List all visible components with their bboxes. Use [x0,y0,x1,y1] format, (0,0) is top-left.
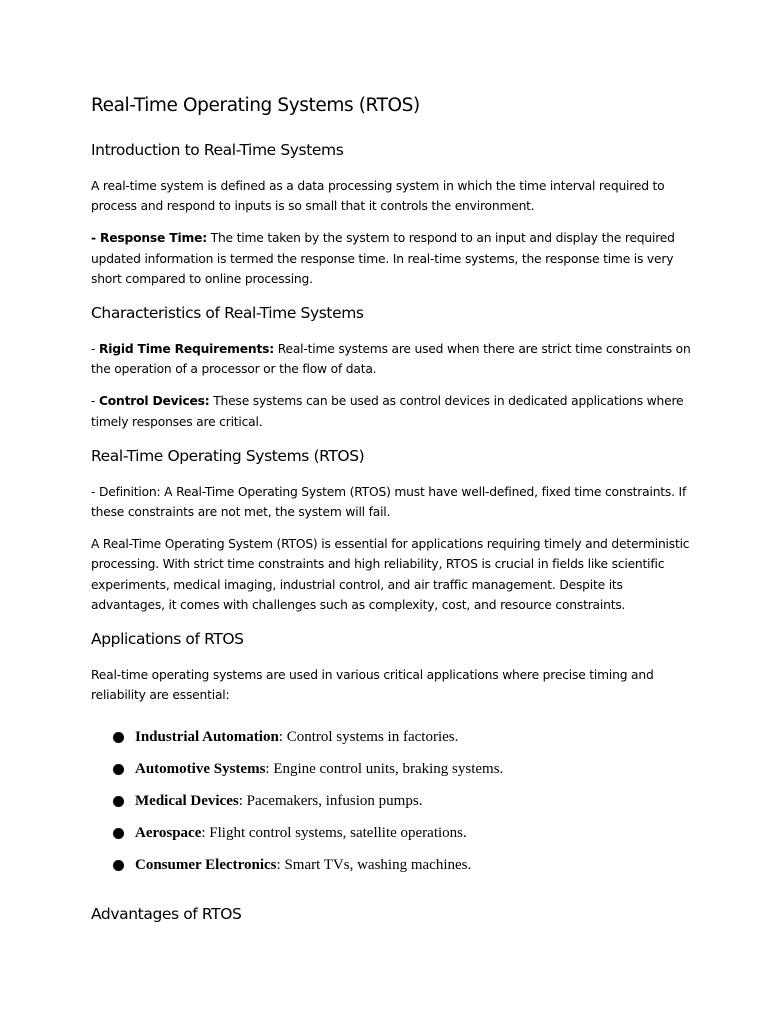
applications-list [91,727,691,875]
application-text: : Pacemakers, infusion pumps. [238,793,423,810]
section-heading-rtos: Real-Time Operating Systems (RTOS) [91,446,365,465]
list-item [91,791,691,811]
section-heading-intro: Introduction to Real-Time Systems [91,141,344,159]
applications-intro: Real-time operating systems are used in various critical applications where precise timing and reliability are essential: [91,668,654,703]
characteristic-rigid-time [91,339,691,379]
rtos-overview-paragraph: A Real-Time Operating System (RTOS) is essential for applications requiring timely and deterministic processing. With strict time constraints and high reliability, RTOS is crucial in fields like scientific experiments, medical imaging, industrial control, and air traffic management. Despite its advantages, it comes with challenges such as complexity, cost, and resource constraints. [91,537,690,612]
bullet-icon [113,860,124,871]
rtos-definition-paragraph: - Definition: A Real-Time Operating System (RTOS) must have well-defined, fixed time constraints. If these constraints are not met, the system will fail. [91,484,687,520]
characteristic-prefix: - [91,342,99,357]
bullet-icon [113,796,124,807]
characteristic-label: Control Devices: [98,394,210,409]
response-time-text: The time taken by the system to respond to an input and display the required updated information is termed the response time. In real-time systems, the response time is very short compared to online processing. [91,231,675,286]
characteristic-text: These systems can be used as control devices in dedicated applications where timely responses are critical. [91,394,684,429]
characteristic-label: Rigid Time Requirements: [98,342,274,357]
intro-paragraph: A real-time system is defined as a data processing system in which the time interval required to process and respond to inputs is so small that it controls the environment. [91,179,665,214]
characteristic-text: Real-time systems are used when there are strict time constraints on the operation of a processor or the flow of data. [91,342,691,377]
section-heading-advantages: Advantages of RTOS [91,905,242,924]
characteristic-control-devices [91,391,691,431]
application-label: Industrial Automation [135,729,279,746]
application-label: Medical Devices [135,793,239,810]
application-text: : Control systems in factories. [278,729,459,746]
characteristic-prefix: - [91,394,99,409]
list-item [91,727,691,747]
bullet-icon [113,764,124,775]
section-heading-characteristics: Characteristics of Real-Time Systems [91,304,364,323]
bullet-icon [113,732,124,743]
application-text: : Flight control systems, satellite operations. [201,825,467,842]
section-heading-applications: Applications of RTOS [91,630,244,649]
document-title: Real-Time Operating Systems (RTOS) [91,95,420,116]
application-label: Consumer Electronics [135,857,277,874]
list-item [91,759,691,779]
list-item [91,855,691,875]
application-label: Automotive Systems [135,761,266,778]
bullet-icon [113,828,124,839]
document-body [91,93,691,940]
application-text: : Smart TVs, washing machines. [276,857,472,874]
response-time-paragraph [91,228,691,289]
response-time-label: - Response Time: [91,231,207,246]
list-item [91,823,691,843]
application-label: Aerospace [135,825,202,842]
application-text: : Engine control units, braking systems. [265,761,504,778]
